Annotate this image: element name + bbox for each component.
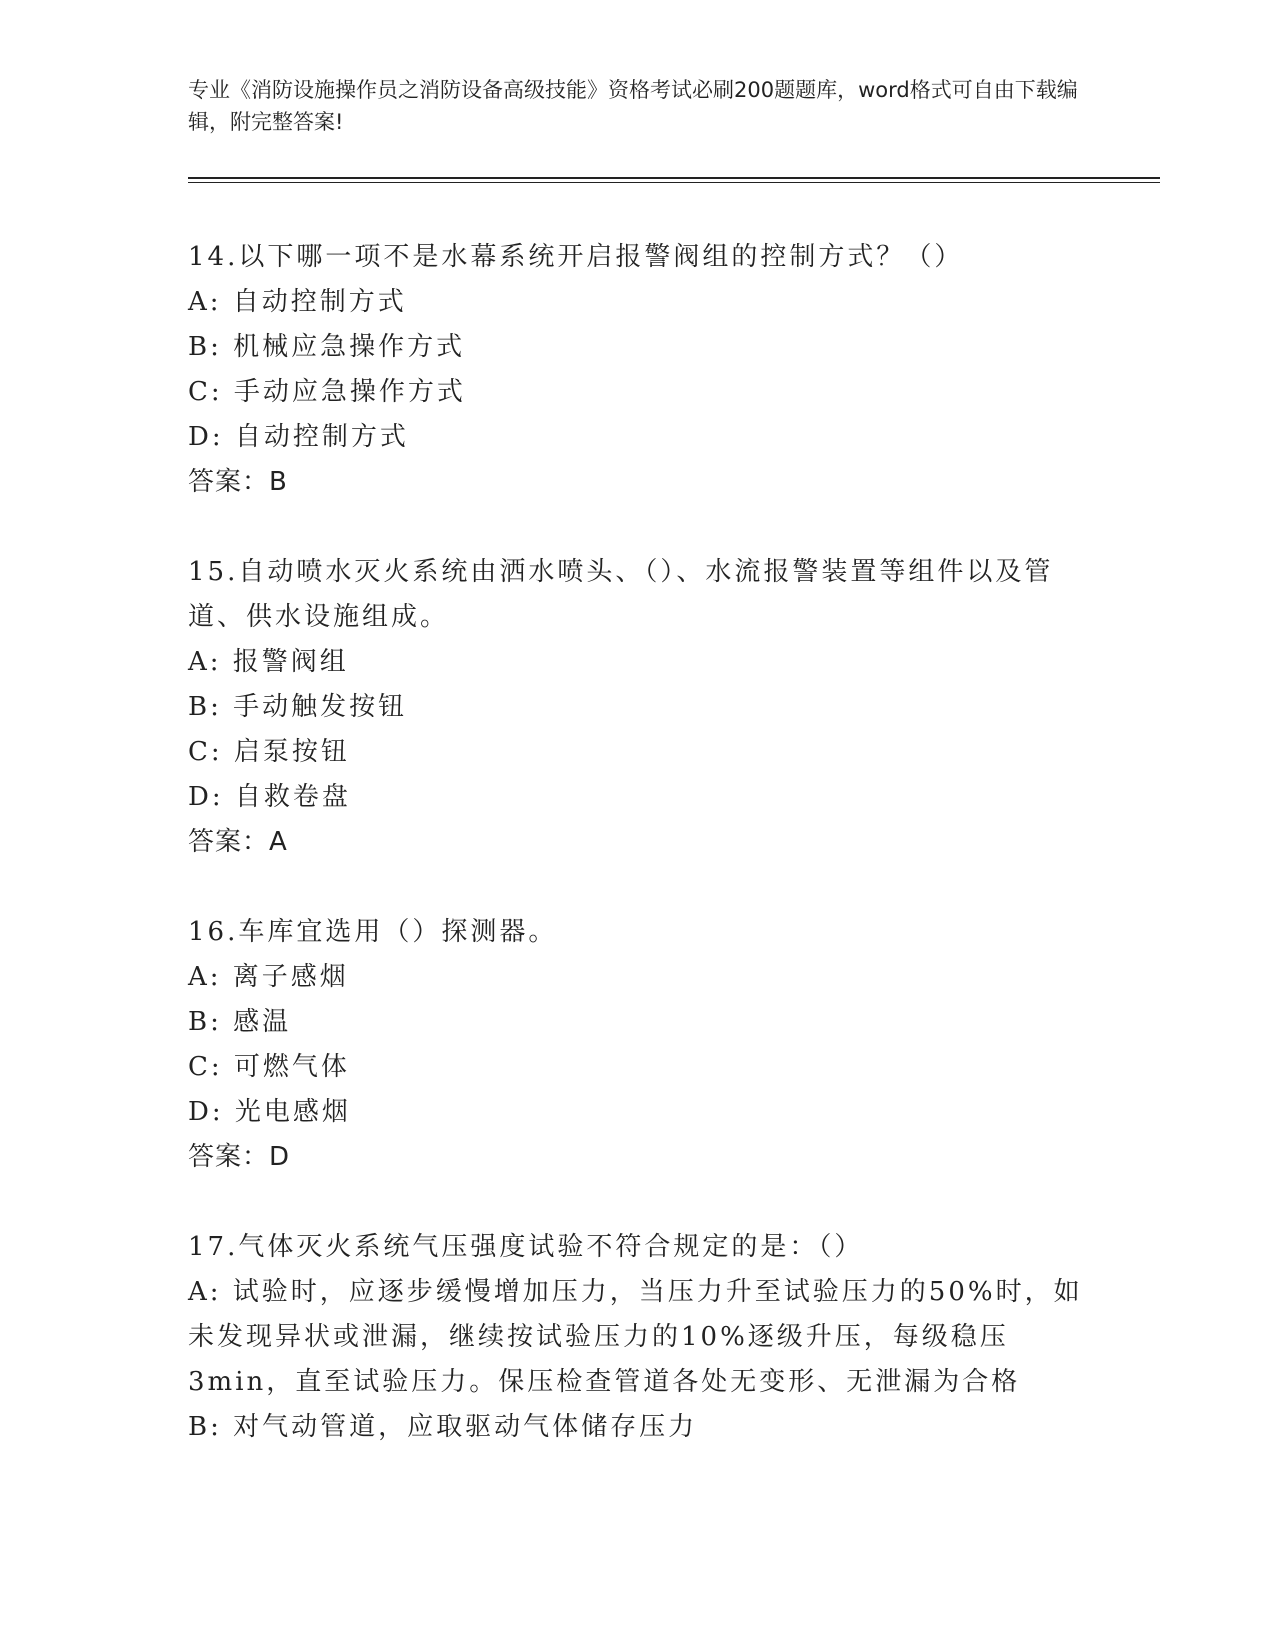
option-d: D: 光电感烟	[188, 1097, 351, 1127]
option-b: B: 机械应急操作方式	[188, 332, 466, 362]
question-15	[188, 550, 1088, 865]
option-c: C: 手动应急操作方式	[188, 377, 466, 407]
option-b: B: 感温	[188, 1007, 292, 1037]
question-17	[188, 1225, 1088, 1450]
header-divider-thin	[188, 182, 1160, 183]
option-d: D: 自动控制方式	[188, 422, 409, 452]
option-d: D: 自救卷盘	[188, 782, 351, 812]
question-stem: 15.自动喷水灭火系统由洒水喷头、（）、水流报警装置等组件以及管道、供水设施组成。	[188, 557, 1054, 632]
answer-line: 答案：D	[188, 1142, 291, 1172]
question-stem: 14.以下哪一项不是水幕系统开启报警阀组的控制方式？（）	[188, 242, 964, 272]
question-14	[188, 235, 1088, 505]
question-stem: 17.气体灭火系统气压强度试验不符合规定的是：（）	[188, 1232, 864, 1262]
option-c: C: 可燃气体	[188, 1052, 350, 1082]
option-c: C: 启泵按钮	[188, 737, 350, 767]
option-a: A: 离子感烟	[188, 962, 349, 992]
question-list	[188, 235, 1088, 1495]
answer-line: 答案：A	[188, 827, 288, 857]
option-a: A: 自动控制方式	[188, 287, 407, 317]
header-divider-thick	[188, 177, 1160, 179]
answer-line: 答案：B	[188, 467, 288, 497]
question-16	[188, 910, 1088, 1180]
question-stem: 16.车库宜选用（）探测器。	[188, 917, 558, 947]
option-b: B: 手动触发按钮	[188, 692, 408, 722]
option-b: B: 对气动管道，应取驱动气体储存压力	[188, 1412, 698, 1442]
option-a: A: 试验时，应逐步缓慢增加压力，当压力升至试验压力的50%时，如未发现异状或泄漏，继续按试验压力的10%逐级升压，每级稳压3min，直至试验压力。保压检查管道各处无变形、无泄漏为合格	[188, 1277, 1083, 1397]
document-header: 专业《消防设施操作员之消防设备高级技能》资格考试必刷200题题库，word格式可自由下载编辑，附完整答案!	[188, 78, 1078, 134]
option-a: A: 报警阀组	[188, 647, 349, 677]
